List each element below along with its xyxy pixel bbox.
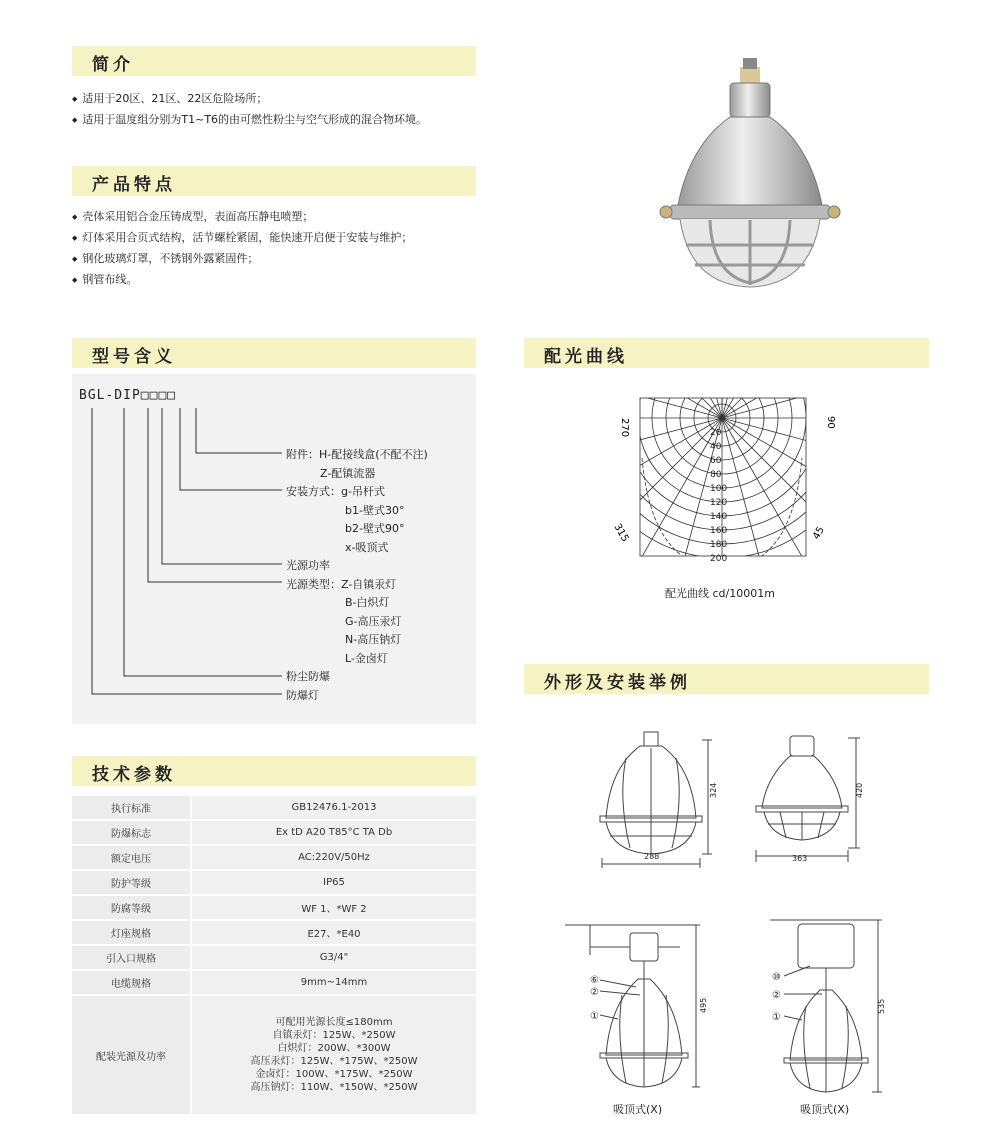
model-line: 防爆灯 bbox=[286, 689, 319, 702]
model-line: x-吸顶式 bbox=[345, 541, 389, 554]
spec-value: Ex tD A20 T85°C TA Db bbox=[190, 821, 476, 844]
install-drawing-3 bbox=[560, 915, 720, 1105]
section-header-model bbox=[72, 338, 476, 368]
model-line: 附件：H-配接线盒(不配不注) bbox=[286, 448, 428, 461]
angle-label-90: 90 bbox=[825, 416, 836, 429]
radial-scale-label: 20 bbox=[710, 428, 722, 438]
spec-value-line: 可配用光源长度≤180mm bbox=[275, 1017, 393, 1028]
spec-value: 9mm~14mm bbox=[190, 971, 476, 994]
spec-key: 引入口规格 bbox=[72, 946, 190, 969]
model-line: 粉尘防爆 bbox=[286, 670, 330, 683]
dimension-label: 420 bbox=[855, 782, 864, 798]
polar-spoke bbox=[600, 390, 722, 418]
section-title-intro: 简介 bbox=[92, 55, 134, 75]
model-line: Z-配镇流器 bbox=[320, 467, 376, 480]
radial-scale-label: 160 bbox=[710, 526, 728, 536]
section-title-light-curve: 配光曲线 bbox=[544, 347, 628, 367]
spec-key: 执行标准 bbox=[72, 796, 190, 819]
dimension-label: 495 bbox=[699, 997, 708, 1013]
features-bullet-list bbox=[72, 207, 412, 291]
spec-key: 防爆标志 bbox=[72, 821, 190, 844]
polar-spoke bbox=[722, 418, 860, 523]
polar-light-distribution-diagram bbox=[600, 390, 860, 570]
install-caption: 吸顶式(X) bbox=[800, 1103, 850, 1116]
model-line: 光源类型：Z-自镇汞灯 bbox=[286, 578, 397, 591]
spec-value: AC:220V/50Hz bbox=[190, 846, 476, 869]
spec-key: 配装光源及功率 bbox=[72, 996, 190, 1114]
polar-spoke bbox=[600, 390, 722, 418]
model-line: b2-壁式90° bbox=[345, 522, 405, 535]
spec-key: 额定电压 bbox=[72, 846, 190, 869]
callout-label: ⑥ bbox=[590, 975, 599, 986]
table-row bbox=[72, 921, 476, 944]
angle-label-315: 315 bbox=[611, 522, 631, 545]
model-line: b1-壁式30° bbox=[345, 504, 405, 517]
radial-scale-label: 180 bbox=[710, 540, 728, 550]
install-caption: 吸顶式(X) bbox=[613, 1103, 663, 1116]
spec-value-line: 高压汞灯：125W、*175W、*250W bbox=[250, 1056, 418, 1067]
callout-label: ① bbox=[590, 1011, 599, 1022]
radial-scale-label: 40 bbox=[710, 442, 722, 452]
spec-value-line: 自镇汞灯：125W、*250W bbox=[272, 1030, 396, 1041]
model-line: B-白炽灯 bbox=[345, 596, 390, 609]
polar-spoke bbox=[600, 418, 722, 523]
intro-bullet: ◆ 适用于温度组分别为T1~T6的由可燃性粉尘与空气形成的混合物环境。 bbox=[72, 110, 427, 131]
model-code: BGL-DIP□□□□ bbox=[79, 388, 177, 403]
section-header-install bbox=[524, 664, 929, 694]
section-header-light-curve bbox=[524, 338, 929, 368]
section-title-specs: 技术参数 bbox=[92, 765, 176, 785]
model-line: 安装方式：g-吊杆式 bbox=[286, 485, 385, 498]
dimension-label: 363 bbox=[792, 854, 808, 863]
features-bullet: ◆ 钢化玻璃灯罩，不锈钢外露紧固件； bbox=[72, 249, 412, 270]
table-row bbox=[72, 996, 476, 1114]
radial-scale-label: 60 bbox=[710, 456, 722, 466]
specs-table bbox=[72, 794, 476, 1116]
features-bullet: ◆ 壳体采用铝合金压铸成型，表面高压静电喷塑； bbox=[72, 207, 412, 228]
callout-label: ② bbox=[772, 990, 781, 1001]
section-title-install: 外形及安装举例 bbox=[544, 673, 691, 693]
model-line: L-金卤灯 bbox=[345, 652, 388, 665]
polar-spoke bbox=[722, 390, 860, 418]
polar-spoke bbox=[600, 390, 722, 418]
model-line: G-高压汞灯 bbox=[345, 615, 402, 628]
radial-scale-label: 100 bbox=[710, 484, 728, 494]
features-bullet: ◆ 钢管布线。 bbox=[72, 270, 412, 291]
spec-value: WF 1、*WF 2 bbox=[190, 896, 476, 919]
polar-spoke bbox=[722, 418, 860, 472]
callout-label: ① bbox=[772, 1012, 781, 1023]
radial-scale-label: 120 bbox=[710, 498, 728, 508]
callout-label: ⑩ bbox=[772, 972, 781, 983]
spec-value: IP65 bbox=[190, 871, 476, 894]
dimension-label: 324 bbox=[709, 782, 718, 798]
polar-spoke bbox=[722, 418, 860, 566]
light-curve-caption: 配光曲线 cd/10001m bbox=[665, 587, 775, 600]
dimension-label: 288 bbox=[644, 852, 660, 861]
section-header-features bbox=[72, 166, 476, 196]
polar-spoke bbox=[722, 390, 860, 418]
spec-value: E27、*E40 bbox=[190, 921, 476, 944]
table-row bbox=[72, 871, 476, 894]
spec-value-multiline bbox=[190, 996, 476, 1114]
features-bullet: ◆ 灯体采用合页式结构，活节螺栓紧固，能快速开启便于安装与维护； bbox=[72, 228, 412, 249]
radial-scale-label: 140 bbox=[710, 512, 728, 522]
section-title-features: 产品特点 bbox=[92, 175, 176, 195]
spec-value-line: 高压钠灯：110W、*150W、*250W bbox=[250, 1082, 418, 1093]
polar-spoke bbox=[722, 390, 860, 418]
table-row bbox=[72, 796, 476, 819]
spec-value: G3/4" bbox=[190, 946, 476, 969]
install-drawing-2 bbox=[752, 728, 892, 873]
angle-label-45: 45 bbox=[811, 524, 827, 542]
spec-key: 防护等级 bbox=[72, 871, 190, 894]
intro-bullet-list bbox=[72, 89, 427, 131]
table-row bbox=[72, 821, 476, 844]
intro-bullet: ◆ 适用于20区、21区、22区危险场所； bbox=[72, 89, 427, 110]
table-row bbox=[72, 846, 476, 869]
table-row bbox=[72, 971, 476, 994]
table-row bbox=[72, 896, 476, 919]
dimension-label: 535 bbox=[877, 998, 886, 1014]
polar-spoke bbox=[722, 418, 776, 570]
spec-value: GB12476.1-2013 bbox=[190, 796, 476, 819]
callout-label: ② bbox=[590, 987, 599, 998]
section-header-intro bbox=[72, 46, 476, 76]
model-line: 光源功率 bbox=[286, 559, 330, 572]
model-line: N-高压钠灯 bbox=[345, 633, 402, 646]
install-drawing-4 bbox=[760, 910, 910, 1105]
spec-key: 电缆规格 bbox=[72, 971, 190, 994]
polar-spoke bbox=[600, 418, 722, 472]
section-header-specs bbox=[72, 756, 476, 786]
install-drawing-1 bbox=[590, 728, 740, 873]
radial-scale-label: 200 bbox=[710, 554, 728, 564]
table-row bbox=[72, 946, 476, 969]
spec-value-line: 白炽灯：200W、*300W bbox=[277, 1043, 391, 1054]
radial-scale-label: 80 bbox=[710, 470, 722, 480]
model-tree-lines bbox=[72, 374, 476, 724]
section-title-model: 型号含义 bbox=[92, 347, 176, 367]
product-photo-lamp bbox=[650, 55, 850, 295]
spec-key: 灯座规格 bbox=[72, 921, 190, 944]
spec-value-line: 金卤灯：100W、*175W、*250W bbox=[255, 1069, 413, 1080]
angle-label-270: 270 bbox=[619, 418, 630, 438]
spec-key: 防腐等级 bbox=[72, 896, 190, 919]
